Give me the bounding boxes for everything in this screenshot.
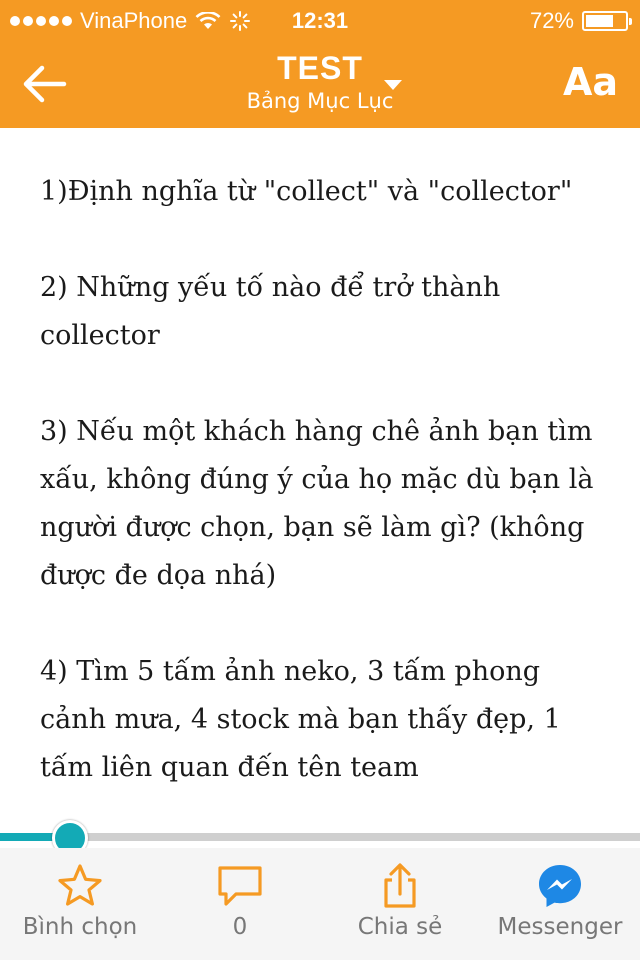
- battery-icon: [582, 11, 628, 31]
- reading-progress-slider[interactable]: [0, 826, 640, 848]
- bottom-toolbar: [0, 848, 640, 960]
- font-settings-button[interactable]: Aa: [562, 60, 618, 104]
- messenger-icon: [536, 862, 584, 910]
- status-right: [530, 8, 628, 34]
- messenger-label: Messenger: [497, 914, 623, 940]
- title-dropdown[interactable]: [170, 50, 470, 113]
- paragraph: 3) Nếu một khách hàng chê ảnh bạn tìm xấu, không đúng ý của họ mặc dù bạn là người được chọn, bạn sẽ làm gì? (không được đe dọa nhá): [40, 416, 594, 591]
- vote-button[interactable]: [0, 848, 160, 960]
- vote-label: Bình chọn: [22, 914, 138, 940]
- battery-percentage: 72%: [529, 8, 574, 33]
- reading-content[interactable]: [0, 128, 640, 830]
- paragraph: 2) Những yếu tố nào để trở thành collector: [40, 272, 501, 351]
- status-bar: [0, 0, 640, 40]
- paragraph: 1)Định nghĩa từ "collect" và "collector": [40, 176, 573, 207]
- status-time: 12:31: [291, 8, 349, 33]
- share-label: Chia sẻ: [357, 914, 443, 940]
- comment-icon: [216, 862, 264, 910]
- chevron-down-icon[interactable]: [384, 80, 402, 90]
- messenger-button[interactable]: [480, 848, 640, 960]
- carrier-name: VinaPhone: [80, 8, 188, 33]
- content-inner: [0, 128, 640, 792]
- comments-button[interactable]: [160, 848, 320, 960]
- paragraph: 4) Tìm 5 tấm ảnh neko, 3 tấm phong cảnh mưa, 4 stock mà bạn thấy đẹp, 1 tấm liên quan đến tên team: [40, 656, 561, 783]
- battery-fill: [586, 15, 613, 27]
- share-button[interactable]: [320, 848, 480, 960]
- progress-track: [0, 833, 640, 841]
- back-arrow-icon[interactable]: [20, 60, 68, 108]
- star-icon: [56, 862, 104, 910]
- comment-count: 0: [232, 914, 248, 940]
- table-of-contents-label: Bảng Mục Lục: [246, 89, 394, 113]
- nav-bar: [0, 40, 640, 128]
- story-title: TEST: [277, 50, 363, 86]
- share-icon: [376, 862, 424, 910]
